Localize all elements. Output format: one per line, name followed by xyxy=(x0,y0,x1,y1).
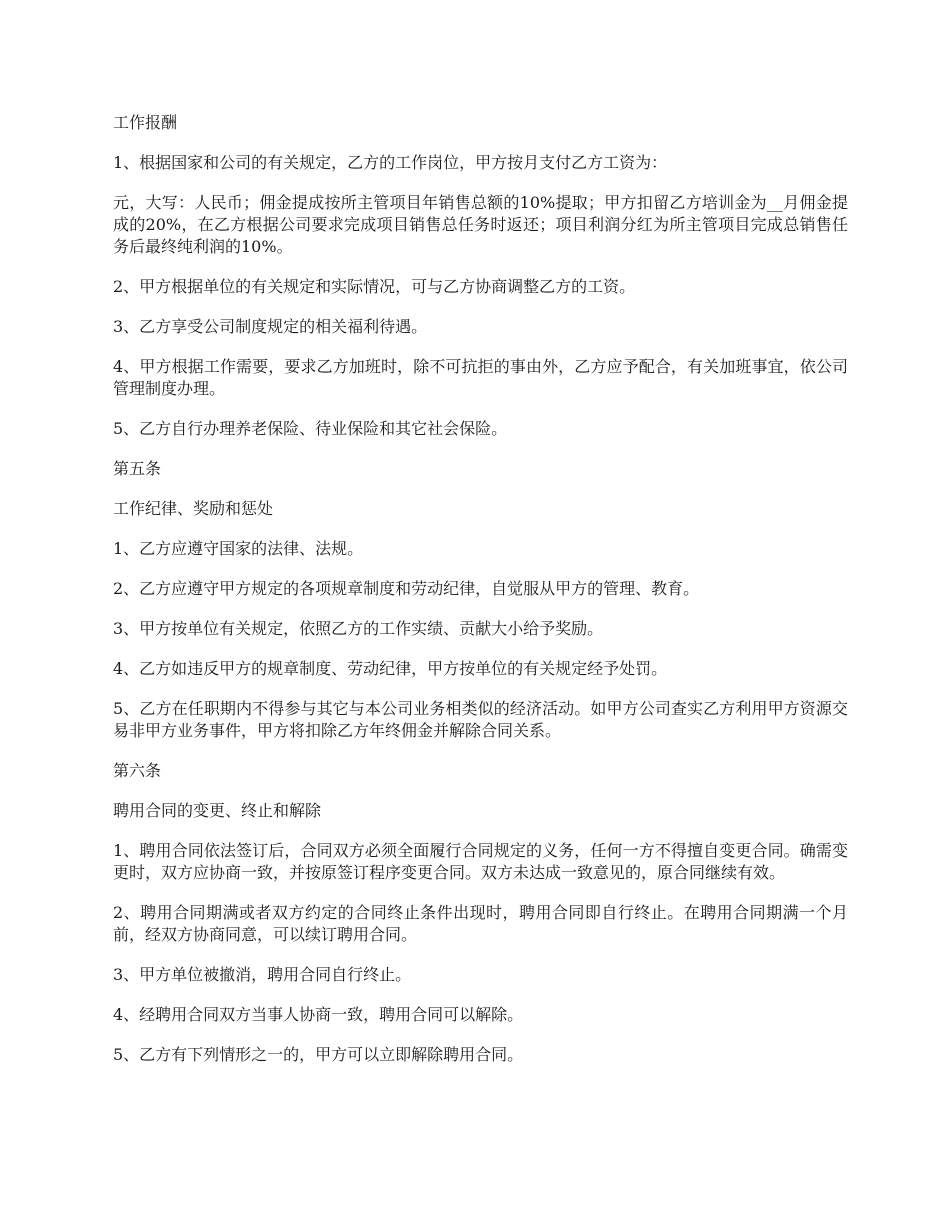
paragraph: 1、乙方应遵守国家的法律、法规。 xyxy=(113,539,364,558)
paragraph: 3、乙方享受公司制度规定的相关福利待遇。 xyxy=(113,317,428,336)
paragraph: 1、根据国家和公司的有关规定，乙方的工作岗位，甲方按月支付乙方工资为： xyxy=(113,153,668,172)
section-heading: 聘用合同的变更、终止和解除 xyxy=(113,801,322,820)
paragraph: 4、经聘用合同双方当事人协商一致，聘用合同可以解除。 xyxy=(113,1005,524,1024)
paragraph: 3、甲方单位被撤消，聘用合同自行终止。 xyxy=(113,965,412,984)
paragraph: 4、乙方如违反甲方的规章制度、劳动纪律，甲方按单位的有关规定经予处罚。 xyxy=(113,659,668,678)
paragraph: 5、乙方在任职期内不得参与其它与本公司业务相类似的经济活动。如甲方公司查实乙方利用甲方资源交易非甲方业务事件，甲方将扣除乙方年终佣金并解除合同关系。 xyxy=(113,699,848,740)
section-heading: 工作纪律、奖励和惩处 xyxy=(113,499,274,518)
paragraph: 元，大写：人民币；佣金提成按所主管项目年销售总额的10%提取；甲方扣留乙方培训金为__月佣金提成的20%，在乙方根据公司要求完成项目销售总任务时返还；项目利润分红为所主管项目完成总销售任务后最终纯利润的10%。 xyxy=(113,193,848,256)
section-heading: 工作报酬 xyxy=(113,113,178,132)
paragraph: 5、乙方有下列情形之一的，甲方可以立即解除聘用合同。 xyxy=(113,1045,524,1064)
article-number: 第六条 xyxy=(113,761,162,780)
paragraph: 5、乙方自行办理养老保险、待业保险和其它社会保险。 xyxy=(113,419,508,438)
paragraph: 2、乙方应遵守甲方规定的各项规章制度和劳动纪律，自觉服从甲方的管理、教育。 xyxy=(113,579,700,598)
document-body xyxy=(113,112,848,1084)
paragraph: 1、聘用合同依法签订后，合同双方必须全面履行合同规定的义务，任何一方不得擅自变更合同。确需变更时，双方应协商一致，并按原签订程序变更合同。双方未达成一致意见的，原合同继续有效。 xyxy=(113,841,848,882)
paragraph: 2、聘用合同期满或者双方约定的合同终止条件出现时，聘用合同即自行终止。在聘用合同期满一个月前，经双方协商同意，可以续订聘用合同。 xyxy=(113,903,848,944)
paragraph: 2、甲方根据单位的有关规定和实际情况，可与乙方协商调整乙方的工资。 xyxy=(113,277,636,296)
paragraph: 3、甲方按单位有关规定，依照乙方的工作实绩、贡献大小给予奖励。 xyxy=(113,619,604,638)
paragraph: 4、甲方根据工作需要，要求乙方加班时，除不可抗拒的事由外，乙方应予配合，有关加班事宜，依公司管理制度办理。 xyxy=(113,357,848,398)
article-number: 第五条 xyxy=(113,459,162,478)
